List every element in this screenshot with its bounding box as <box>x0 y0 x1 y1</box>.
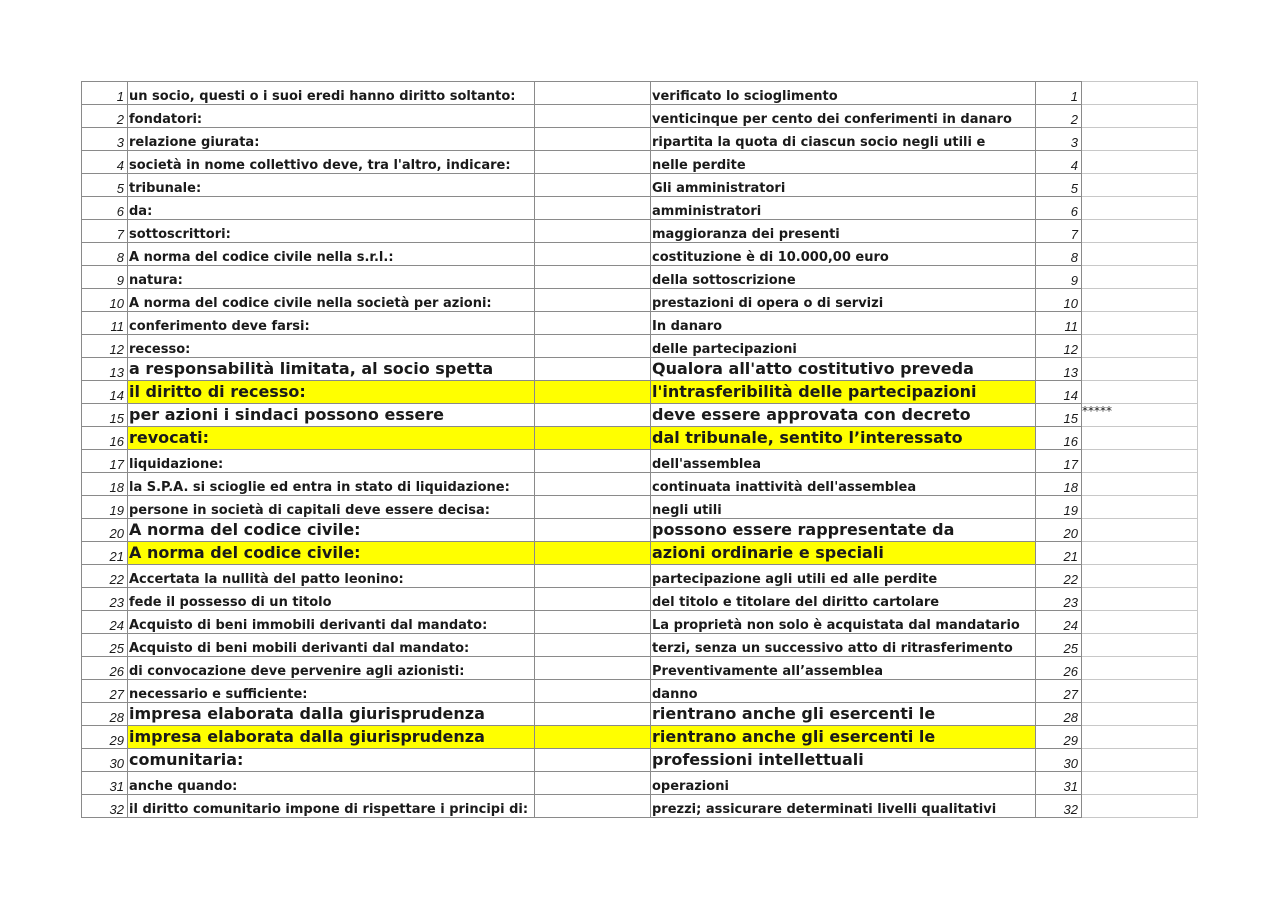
answer-number-cell[interactable]: 17 <box>1036 450 1082 473</box>
row-number-cell[interactable]: 25 <box>82 634 128 657</box>
answer-number-cell[interactable]: 26 <box>1036 657 1082 680</box>
row-number-cell[interactable]: 22 <box>82 565 128 588</box>
row-number-cell[interactable]: 29 <box>82 726 128 749</box>
answer-number-cell[interactable]: 23 <box>1036 588 1082 611</box>
answer-number-cell[interactable]: 21 <box>1036 542 1082 565</box>
empty-cell[interactable] <box>535 611 651 634</box>
question-cell[interactable]: impresa elaborata dalla giurisprudenza <box>128 726 535 749</box>
table-row <box>82 312 1198 335</box>
answer-number-cell[interactable]: 16 <box>1036 427 1082 450</box>
answer-number-cell[interactable]: 32 <box>1036 795 1082 818</box>
question-cell[interactable]: il diritto comunitario impone di rispettare i principi di: <box>128 795 535 818</box>
empty-cell[interactable] <box>535 749 651 772</box>
answer-cell[interactable]: dell'assemblea <box>651 450 1036 473</box>
row-number-cell[interactable]: 18 <box>82 473 128 496</box>
empty-cell[interactable] <box>535 312 651 335</box>
question-cell[interactable]: per azioni i sindaci possono essere <box>128 404 535 427</box>
row-number-cell[interactable]: 6 <box>82 197 128 220</box>
answer-cell[interactable]: prestazioni di opera o di servizi <box>651 289 1036 312</box>
answer-number-cell[interactable]: 25 <box>1036 634 1082 657</box>
row-number-cell[interactable]: 17 <box>82 450 128 473</box>
answer-cell[interactable]: nelle perdite <box>651 151 1036 174</box>
empty-cell[interactable] <box>535 289 651 312</box>
answer-cell[interactable]: La proprietà non solo è acquistata dal mandatario <box>651 611 1036 634</box>
empty-cell[interactable] <box>535 450 651 473</box>
table-row <box>82 749 1198 772</box>
answer-number-cell[interactable]: 10 <box>1036 289 1082 312</box>
empty-cell[interactable] <box>535 772 651 795</box>
answer-cell[interactable]: costituzione è di 10.000,00 euro <box>651 243 1036 266</box>
row-number-cell[interactable]: 7 <box>82 220 128 243</box>
empty-cell[interactable] <box>535 542 651 565</box>
answer-number-cell[interactable]: 22 <box>1036 565 1082 588</box>
empty-cell[interactable] <box>535 565 651 588</box>
answer-cell[interactable]: In danaro <box>651 312 1036 335</box>
question-cell[interactable]: A norma del codice civile: <box>128 542 535 565</box>
question-cell[interactable]: necessario e sufficiente: <box>128 680 535 703</box>
empty-cell[interactable] <box>535 266 651 289</box>
empty-cell[interactable] <box>535 726 651 749</box>
empty-cell[interactable] <box>535 404 651 427</box>
answer-cell[interactable]: azioni ordinarie e speciali <box>651 542 1036 565</box>
note-cell[interactable] <box>1082 220 1198 243</box>
note-cell[interactable] <box>1082 358 1198 381</box>
question-cell[interactable]: fondatori: <box>128 105 535 128</box>
table-row <box>82 220 1198 243</box>
empty-cell[interactable] <box>535 151 651 174</box>
row-number-cell[interactable]: 2 <box>82 105 128 128</box>
row-number-cell[interactable]: 12 <box>82 335 128 358</box>
note-cell[interactable] <box>1082 496 1198 519</box>
table-row <box>82 450 1198 473</box>
table-row <box>82 795 1198 818</box>
answer-cell[interactable]: continuata inattività dell'assemblea <box>651 473 1036 496</box>
answer-number-cell[interactable]: 7 <box>1036 220 1082 243</box>
row-number-cell[interactable]: 19 <box>82 496 128 519</box>
answer-cell[interactable]: maggioranza dei presenti <box>651 220 1036 243</box>
question-cell[interactable]: revocati: <box>128 427 535 450</box>
answer-number-cell[interactable]: 2 <box>1036 105 1082 128</box>
row-number-cell[interactable]: 3 <box>82 128 128 151</box>
table-row <box>82 427 1198 450</box>
note-cell[interactable] <box>1082 519 1198 542</box>
row-number-cell[interactable]: 20 <box>82 519 128 542</box>
table-row <box>82 105 1198 128</box>
question-cell[interactable]: recesso: <box>128 335 535 358</box>
note-cell[interactable] <box>1082 381 1198 404</box>
table-row <box>82 703 1198 726</box>
answer-cell[interactable]: della sottoscrizione <box>651 266 1036 289</box>
answer-number-cell[interactable]: 28 <box>1036 703 1082 726</box>
note-cell[interactable] <box>1082 312 1198 335</box>
question-cell[interactable]: natura: <box>128 266 535 289</box>
table-row <box>82 151 1198 174</box>
empty-cell[interactable] <box>535 358 651 381</box>
empty-cell[interactable] <box>535 634 651 657</box>
question-cell[interactable]: comunitaria: <box>128 749 535 772</box>
empty-cell[interactable] <box>535 197 651 220</box>
answer-number-cell[interactable]: 27 <box>1036 680 1082 703</box>
empty-cell[interactable] <box>535 519 651 542</box>
empty-cell[interactable] <box>535 588 651 611</box>
row-number-cell[interactable]: 10 <box>82 289 128 312</box>
note-cell[interactable] <box>1082 726 1198 749</box>
empty-cell[interactable] <box>535 82 651 105</box>
answer-cell[interactable]: partecipazione agli utili ed alle perdite <box>651 565 1036 588</box>
table-row <box>82 404 1198 427</box>
answer-cell[interactable]: prezzi; assicurare determinati livelli qualitativi <box>651 795 1036 818</box>
empty-cell[interactable] <box>535 496 651 519</box>
empty-cell[interactable] <box>535 680 651 703</box>
table-row <box>82 496 1198 519</box>
answer-cell[interactable]: Qualora all'atto costitutivo preveda <box>651 358 1036 381</box>
answer-cell[interactable]: venticinque per cento dei conferimenti in danaro <box>651 105 1036 128</box>
empty-cell[interactable] <box>535 243 651 266</box>
question-cell[interactable]: impresa elaborata dalla giurisprudenza <box>128 703 535 726</box>
question-cell[interactable]: il diritto di recesso: <box>128 381 535 404</box>
note-cell[interactable] <box>1082 427 1198 450</box>
answer-cell[interactable]: possono essere rappresentate da <box>651 519 1036 542</box>
table-row <box>82 588 1198 611</box>
table-row <box>82 289 1198 312</box>
answer-cell[interactable]: Gli amministratori <box>651 174 1036 197</box>
answer-cell[interactable]: del titolo e titolare del diritto cartolare <box>651 588 1036 611</box>
answer-cell[interactable]: ripartita la quota di ciascun socio negli utili e <box>651 128 1036 151</box>
row-number-cell[interactable]: 4 <box>82 151 128 174</box>
empty-cell[interactable] <box>535 427 651 450</box>
empty-cell[interactable] <box>535 703 651 726</box>
note-cell[interactable] <box>1082 565 1198 588</box>
answer-number-cell[interactable]: 24 <box>1036 611 1082 634</box>
row-number-cell[interactable]: 5 <box>82 174 128 197</box>
answer-number-cell[interactable]: 30 <box>1036 749 1082 772</box>
table-row <box>82 772 1198 795</box>
question-cell[interactable]: Accertata la nullità del patto leonino: <box>128 565 535 588</box>
row-number-cell[interactable]: 14 <box>82 381 128 404</box>
note-cell[interactable] <box>1082 243 1198 266</box>
note-cell[interactable] <box>1082 105 1198 128</box>
row-number-cell[interactable]: 21 <box>82 542 128 565</box>
table-row <box>82 174 1198 197</box>
empty-cell[interactable] <box>535 174 651 197</box>
answer-number-cell[interactable]: 4 <box>1036 151 1082 174</box>
table-row <box>82 381 1198 404</box>
question-cell[interactable]: relazione giurata: <box>128 128 535 151</box>
row-number-cell[interactable]: 30 <box>82 749 128 772</box>
empty-cell[interactable] <box>535 657 651 680</box>
answer-number-cell[interactable]: 5 <box>1036 174 1082 197</box>
note-cell[interactable] <box>1082 335 1198 358</box>
question-cell[interactable]: la S.P.A. si scioglie ed entra in stato di liquidazione: <box>128 473 535 496</box>
answer-cell[interactable]: rientrano anche gli esercenti le <box>651 726 1036 749</box>
table-row <box>82 519 1198 542</box>
answer-cell[interactable]: amministratori <box>651 197 1036 220</box>
answer-number-cell[interactable]: 19 <box>1036 496 1082 519</box>
empty-cell[interactable] <box>535 128 651 151</box>
empty-cell[interactable] <box>535 381 651 404</box>
answer-cell[interactable]: professioni intellettuali <box>651 749 1036 772</box>
answer-cell[interactable]: verificato lo scioglimento <box>651 82 1036 105</box>
empty-cell[interactable] <box>535 473 651 496</box>
question-cell[interactable]: conferimento deve farsi: <box>128 312 535 335</box>
row-number-cell[interactable]: 32 <box>82 795 128 818</box>
question-cell[interactable]: fede il possesso di un titolo <box>128 588 535 611</box>
empty-cell[interactable] <box>535 795 651 818</box>
question-cell[interactable]: un socio, questi o i suoi eredi hanno diritto soltanto: <box>128 82 535 105</box>
question-cell[interactable]: da: <box>128 197 535 220</box>
table-row <box>82 542 1198 565</box>
question-cell[interactable]: tribunale: <box>128 174 535 197</box>
row-number-cell[interactable]: 23 <box>82 588 128 611</box>
note-cell[interactable]: ***** <box>1082 404 1198 427</box>
answer-number-cell[interactable]: 20 <box>1036 519 1082 542</box>
answer-cell[interactable]: Preventivamente all’assemblea <box>651 657 1036 680</box>
note-cell[interactable] <box>1082 542 1198 565</box>
question-cell[interactable]: anche quando: <box>128 772 535 795</box>
row-number-cell[interactable]: 16 <box>82 427 128 450</box>
question-cell[interactable]: A norma del codice civile nella s.r.l.: <box>128 243 535 266</box>
answer-number-cell[interactable]: 6 <box>1036 197 1082 220</box>
table-row <box>82 82 1198 105</box>
note-cell[interactable] <box>1082 174 1198 197</box>
row-number-cell[interactable]: 1 <box>82 82 128 105</box>
row-number-cell[interactable]: 8 <box>82 243 128 266</box>
note-cell[interactable] <box>1082 473 1198 496</box>
note-cell[interactable] <box>1082 197 1198 220</box>
answer-number-cell[interactable]: 15 <box>1036 404 1082 427</box>
table-row <box>82 473 1198 496</box>
answer-number-cell[interactable]: 9 <box>1036 266 1082 289</box>
question-cell[interactable]: A norma del codice civile nella società per azioni: <box>128 289 535 312</box>
table-row <box>82 634 1198 657</box>
question-cell[interactable]: A norma del codice civile: <box>128 519 535 542</box>
answer-number-cell[interactable]: 31 <box>1036 772 1082 795</box>
answer-cell[interactable]: operazioni <box>651 772 1036 795</box>
answer-number-cell[interactable]: 14 <box>1036 381 1082 404</box>
question-cell[interactable]: Acquisto di beni immobili derivanti dal mandato: <box>128 611 535 634</box>
answer-cell[interactable]: deve essere approvata con decreto <box>651 404 1036 427</box>
row-number-cell[interactable]: 13 <box>82 358 128 381</box>
answer-cell[interactable]: rientrano anche gli esercenti le <box>651 703 1036 726</box>
note-cell[interactable] <box>1082 151 1198 174</box>
row-number-cell[interactable]: 9 <box>82 266 128 289</box>
table-row <box>82 657 1198 680</box>
row-number-cell[interactable]: 27 <box>82 680 128 703</box>
row-number-cell[interactable]: 11 <box>82 312 128 335</box>
answer-cell[interactable]: danno <box>651 680 1036 703</box>
answer-cell[interactable]: l'intrasferibilità delle partecipazioni <box>651 381 1036 404</box>
answer-cell[interactable]: negli utili <box>651 496 1036 519</box>
empty-cell[interactable] <box>535 220 651 243</box>
note-cell[interactable] <box>1082 611 1198 634</box>
note-cell[interactable] <box>1082 703 1198 726</box>
answer-cell[interactable]: delle partecipazioni <box>651 335 1036 358</box>
note-cell[interactable] <box>1082 749 1198 772</box>
row-number-cell[interactable]: 31 <box>82 772 128 795</box>
answer-number-cell[interactable]: 3 <box>1036 128 1082 151</box>
table-row <box>82 335 1198 358</box>
question-cell[interactable]: sottoscrittori: <box>128 220 535 243</box>
note-cell[interactable] <box>1082 450 1198 473</box>
table-row <box>82 243 1198 266</box>
table-row <box>82 726 1198 749</box>
table-row <box>82 565 1198 588</box>
question-cell[interactable]: persone in società di capitali deve essere decisa: <box>128 496 535 519</box>
row-number-cell[interactable]: 24 <box>82 611 128 634</box>
table-row <box>82 358 1198 381</box>
note-cell[interactable] <box>1082 266 1198 289</box>
question-cell[interactable]: a responsabilità limitata, al socio spetta <box>128 358 535 381</box>
answer-number-cell[interactable]: 29 <box>1036 726 1082 749</box>
table-row <box>82 611 1198 634</box>
note-cell[interactable] <box>1082 634 1198 657</box>
answer-number-cell[interactable]: 18 <box>1036 473 1082 496</box>
note-cell[interactable] <box>1082 795 1198 818</box>
question-cell[interactable]: società in nome collettivo deve, tra l'altro, indicare: <box>128 151 535 174</box>
note-cell[interactable] <box>1082 657 1198 680</box>
note-cell[interactable] <box>1082 588 1198 611</box>
row-number-cell[interactable]: 26 <box>82 657 128 680</box>
question-cell[interactable]: Acquisto di beni mobili derivanti dal mandato: <box>128 634 535 657</box>
table-row <box>82 197 1198 220</box>
answer-number-cell[interactable]: 13 <box>1036 358 1082 381</box>
empty-cell[interactable] <box>535 105 651 128</box>
answer-number-cell[interactable]: 11 <box>1036 312 1082 335</box>
table-row <box>82 266 1198 289</box>
empty-cell[interactable] <box>535 335 651 358</box>
note-cell[interactable] <box>1082 289 1198 312</box>
answer-number-cell[interactable]: 12 <box>1036 335 1082 358</box>
row-number-cell[interactable]: 15 <box>82 404 128 427</box>
note-cell[interactable] <box>1082 128 1198 151</box>
question-cell[interactable]: liquidazione: <box>128 450 535 473</box>
table-row <box>82 680 1198 703</box>
question-cell[interactable]: di convocazione deve pervenire agli azionisti: <box>128 657 535 680</box>
note-cell[interactable] <box>1082 680 1198 703</box>
answer-number-cell[interactable]: 1 <box>1036 82 1082 105</box>
note-cell[interactable] <box>1082 772 1198 795</box>
row-number-cell[interactable]: 28 <box>82 703 128 726</box>
spreadsheet-table <box>81 81 1198 818</box>
note-cell[interactable] <box>1082 82 1198 105</box>
table-row <box>82 128 1198 151</box>
answer-number-cell[interactable]: 8 <box>1036 243 1082 266</box>
answer-cell[interactable]: dal tribunale, sentito l’interessato <box>651 427 1036 450</box>
answer-cell[interactable]: terzi, senza un successivo atto di ritrasferimento <box>651 634 1036 657</box>
